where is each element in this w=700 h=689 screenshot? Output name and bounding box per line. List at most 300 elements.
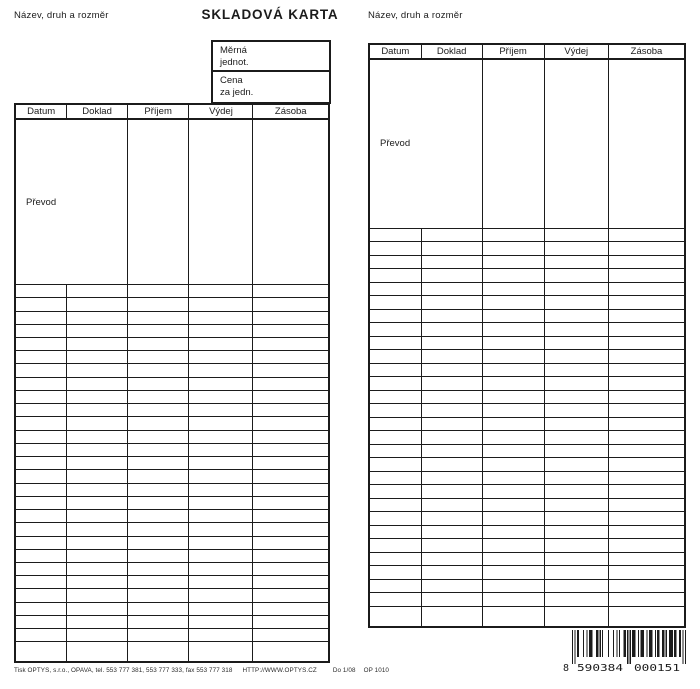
empty-cell [482, 390, 544, 404]
empty-cell [421, 363, 482, 377]
column-header-datum: Datum [369, 44, 421, 59]
unit-box [211, 40, 331, 104]
empty-cell [15, 351, 67, 364]
table-row [369, 404, 685, 418]
empty-cell [608, 417, 685, 431]
empty-cell [67, 470, 128, 483]
empty-cell [253, 377, 329, 390]
empty-cell [482, 525, 544, 539]
empty-cell [608, 593, 685, 607]
empty-cell [421, 417, 482, 431]
empty-cell [369, 282, 421, 296]
empty-cell [482, 255, 544, 269]
empty-cell [15, 285, 67, 298]
table-row [369, 228, 685, 242]
unit-box-row-merna-jednotka: Měrná jednot. [213, 42, 329, 72]
empty-cell [482, 431, 544, 445]
empty-cell [421, 296, 482, 310]
empty-cell [253, 510, 329, 523]
prevod-label: Převod [369, 59, 482, 228]
empty-cell [482, 485, 544, 499]
empty-cell [15, 510, 67, 523]
table-row [369, 269, 685, 283]
empty-cell [15, 311, 67, 324]
empty-cell [608, 59, 685, 228]
empty-cell [189, 417, 253, 430]
empty-cell [482, 350, 544, 364]
table-row [15, 311, 329, 324]
empty-cell [189, 470, 253, 483]
empty-cell [127, 523, 189, 536]
empty-cell [67, 483, 128, 496]
table-row [369, 377, 685, 391]
empty-cell [127, 615, 189, 628]
empty-cell [608, 390, 685, 404]
empty-cell [369, 579, 421, 593]
empty-cell [482, 498, 544, 512]
empty-cell [544, 377, 608, 391]
empty-cell [544, 458, 608, 472]
column-header-prijem: Příjem [482, 44, 544, 59]
empty-cell [189, 364, 253, 377]
empty-cell [127, 337, 189, 350]
table-row [369, 336, 685, 350]
empty-cell [421, 323, 482, 337]
empty-cell [482, 269, 544, 283]
empty-cell [253, 602, 329, 615]
table-row [15, 576, 329, 589]
empty-cell [369, 458, 421, 472]
empty-cell [15, 496, 67, 509]
empty-cell [189, 404, 253, 417]
empty-cell [253, 443, 329, 456]
table-row [15, 417, 329, 430]
empty-cell [421, 390, 482, 404]
empty-cell [369, 417, 421, 431]
empty-cell [189, 298, 253, 311]
empty-cell [67, 615, 128, 628]
empty-cell [482, 593, 544, 607]
empty-cell [67, 642, 128, 662]
empty-cell [189, 536, 253, 549]
empty-cell [189, 483, 253, 496]
empty-cell [253, 523, 329, 536]
empty-cell [421, 606, 482, 627]
empty-cell [482, 296, 544, 310]
empty-cell [421, 309, 482, 323]
empty-cell [421, 593, 482, 607]
table-row [369, 323, 685, 337]
empty-cell [544, 228, 608, 242]
empty-cell [608, 485, 685, 499]
empty-cell [67, 549, 128, 562]
table-row [369, 350, 685, 364]
empty-cell [482, 606, 544, 627]
prevod-row [369, 59, 685, 228]
empty-cell [127, 430, 189, 443]
empty-cell [482, 228, 544, 242]
table-row [15, 536, 329, 549]
empty-cell [253, 298, 329, 311]
empty-cell [189, 377, 253, 390]
empty-cell [369, 228, 421, 242]
empty-cell [253, 496, 329, 509]
empty-cell [127, 589, 189, 602]
empty-cell [127, 602, 189, 615]
empty-cell [608, 255, 685, 269]
table-row [369, 552, 685, 566]
table-row [369, 471, 685, 485]
empty-cell [15, 390, 67, 403]
empty-cell [67, 337, 128, 350]
empty-cell [127, 510, 189, 523]
empty-cell [369, 498, 421, 512]
empty-cell [15, 298, 67, 311]
empty-cell [253, 311, 329, 324]
empty-cell [189, 629, 253, 642]
empty-cell [608, 579, 685, 593]
empty-cell [189, 615, 253, 628]
table-row [15, 443, 329, 456]
empty-cell [67, 443, 128, 456]
printer-url: HTTP://WWW.OPTYS.CZ [242, 667, 317, 674]
empty-cell [482, 539, 544, 553]
table-row [369, 485, 685, 499]
empty-cell [253, 285, 329, 298]
empty-cell [544, 269, 608, 283]
empty-cell [15, 562, 67, 575]
empty-cell [482, 552, 544, 566]
empty-cell [67, 576, 128, 589]
empty-cell [369, 323, 421, 337]
empty-cell [544, 471, 608, 485]
empty-cell [482, 377, 544, 391]
empty-cell [482, 323, 544, 337]
empty-cell [15, 404, 67, 417]
empty-cell [189, 562, 253, 575]
empty-cell [482, 444, 544, 458]
table-row [369, 255, 685, 269]
page-title: SKLADOVÁ KARTA [201, 7, 339, 22]
empty-cell [369, 431, 421, 445]
empty-cell [15, 523, 67, 536]
unit-box-row-cena-za-jednotku: Cena za jedn. [220, 75, 254, 99]
table-row [15, 510, 329, 523]
empty-cell [421, 336, 482, 350]
empty-cell [421, 485, 482, 499]
empty-cell [15, 629, 67, 642]
table-row [369, 363, 685, 377]
empty-cell [15, 483, 67, 496]
empty-cell [67, 311, 128, 324]
empty-cell [15, 549, 67, 562]
table-row [369, 539, 685, 553]
empty-cell [67, 562, 128, 575]
empty-cell [608, 431, 685, 445]
empty-cell [67, 510, 128, 523]
empty-cell [189, 457, 253, 470]
empty-cell [127, 285, 189, 298]
empty-cell [544, 498, 608, 512]
empty-cell [15, 536, 67, 549]
column-header-doklad: Doklad [421, 44, 482, 59]
empty-cell [253, 337, 329, 350]
empty-cell [421, 539, 482, 553]
column-header-zasoba: Zásoba [253, 104, 329, 119]
column-header-vydej: Výdej [544, 44, 608, 59]
column-header-doklad: Doklad [67, 104, 128, 119]
empty-cell [15, 337, 67, 350]
empty-cell [189, 390, 253, 403]
empty-cell [608, 242, 685, 256]
empty-cell [608, 498, 685, 512]
empty-cell [127, 549, 189, 562]
empty-cell [544, 512, 608, 526]
empty-cell [127, 483, 189, 496]
empty-cell [189, 324, 253, 337]
table-row [369, 498, 685, 512]
empty-cell [253, 562, 329, 575]
empty-cell [369, 552, 421, 566]
empty-cell [67, 364, 128, 377]
table-row [369, 444, 685, 458]
table-row [369, 431, 685, 445]
empty-cell [127, 576, 189, 589]
empty-cell [421, 255, 482, 269]
table-row [369, 606, 685, 627]
empty-cell [253, 351, 329, 364]
empty-cell [482, 417, 544, 431]
empty-cell [482, 404, 544, 418]
empty-cell [67, 589, 128, 602]
empty-cell [421, 228, 482, 242]
empty-cell [127, 119, 189, 285]
empty-cell [608, 471, 685, 485]
empty-cell [608, 525, 685, 539]
empty-cell [15, 443, 67, 456]
empty-cell [253, 615, 329, 628]
printer-info: Tisk OPTYS, s.r.o., OPAVA, tel. 553 777 381, 553 777 333, fax 553 777 318 [14, 667, 233, 674]
empty-cell [189, 337, 253, 350]
empty-cell [544, 296, 608, 310]
empty-cell [608, 282, 685, 296]
empty-cell [127, 496, 189, 509]
left-name-label: Název, druh a rozměr [14, 10, 109, 21]
empty-cell [127, 377, 189, 390]
empty-cell [544, 404, 608, 418]
empty-cell [15, 457, 67, 470]
empty-cell [421, 579, 482, 593]
empty-cell [421, 525, 482, 539]
empty-cell [369, 255, 421, 269]
empty-cell [127, 443, 189, 456]
empty-cell [253, 430, 329, 443]
empty-cell [67, 457, 128, 470]
table-row [15, 496, 329, 509]
empty-cell [369, 269, 421, 283]
table-row [15, 629, 329, 642]
empty-cell [67, 285, 128, 298]
prevod-row [15, 119, 329, 285]
empty-cell [544, 539, 608, 553]
column-header-datum: Datum [15, 104, 67, 119]
empty-cell [189, 351, 253, 364]
barcode-digits: 000151 [634, 663, 680, 674]
empty-cell [127, 562, 189, 575]
empty-cell [369, 566, 421, 580]
empty-cell [369, 512, 421, 526]
empty-cell [608, 363, 685, 377]
table-row [369, 579, 685, 593]
empty-cell [189, 602, 253, 615]
empty-cell [421, 242, 482, 256]
barcode-digits: 8 [563, 663, 570, 674]
empty-cell [544, 59, 608, 228]
empty-cell [369, 593, 421, 607]
empty-cell [608, 552, 685, 566]
empty-cell [369, 485, 421, 499]
empty-cell [189, 549, 253, 562]
empty-cell [253, 576, 329, 589]
column-header-prijem: Příjem [127, 104, 189, 119]
table-row [15, 390, 329, 403]
table-row [15, 642, 329, 662]
empty-cell [608, 404, 685, 418]
empty-cell [421, 431, 482, 445]
table-row [15, 589, 329, 602]
empty-cell [15, 324, 67, 337]
empty-cell [608, 566, 685, 580]
empty-cell [15, 602, 67, 615]
table-row [369, 525, 685, 539]
table-row [369, 282, 685, 296]
empty-cell [421, 471, 482, 485]
empty-cell [369, 296, 421, 310]
empty-cell [15, 615, 67, 628]
empty-cell [369, 242, 421, 256]
empty-cell [421, 444, 482, 458]
empty-cell [608, 512, 685, 526]
empty-cell [189, 642, 253, 662]
table-row [15, 457, 329, 470]
empty-cell [127, 417, 189, 430]
empty-cell [482, 336, 544, 350]
empty-cell [608, 228, 685, 242]
empty-cell [482, 566, 544, 580]
empty-cell [253, 629, 329, 642]
empty-cell [67, 377, 128, 390]
empty-cell [482, 242, 544, 256]
empty-cell [421, 458, 482, 472]
table-row [15, 377, 329, 390]
ean13-barcode [563, 630, 689, 674]
table-row [15, 602, 329, 615]
empty-cell [127, 311, 189, 324]
table-row [369, 566, 685, 580]
table-row [15, 351, 329, 364]
empty-cell [608, 444, 685, 458]
empty-cell [544, 336, 608, 350]
empty-cell [544, 242, 608, 256]
table-row [15, 430, 329, 443]
empty-cell [421, 282, 482, 296]
empty-cell [482, 309, 544, 323]
empty-cell [421, 377, 482, 391]
table-row [15, 285, 329, 298]
empty-cell [253, 549, 329, 562]
empty-cell [482, 59, 544, 228]
empty-cell [127, 470, 189, 483]
empty-cell [127, 324, 189, 337]
empty-cell [15, 377, 67, 390]
empty-cell [67, 536, 128, 549]
empty-cell [253, 536, 329, 549]
empty-cell [15, 417, 67, 430]
empty-cell [421, 269, 482, 283]
empty-cell [369, 539, 421, 553]
form-number: OP 1010 [363, 667, 390, 674]
empty-cell [544, 255, 608, 269]
empty-cell [482, 471, 544, 485]
empty-cell [421, 498, 482, 512]
empty-cell [421, 552, 482, 566]
empty-cell [189, 443, 253, 456]
table-row [369, 309, 685, 323]
empty-cell [253, 642, 329, 662]
empty-cell [189, 510, 253, 523]
empty-cell [127, 364, 189, 377]
empty-cell [482, 512, 544, 526]
empty-cell [253, 119, 329, 285]
empty-cell [253, 457, 329, 470]
empty-cell [421, 566, 482, 580]
right-name-label: Název, druh a rozměr [368, 10, 463, 21]
empty-cell [15, 430, 67, 443]
empty-cell [127, 351, 189, 364]
header-row [15, 104, 329, 119]
empty-cell [369, 606, 421, 627]
empty-cell [67, 298, 128, 311]
empty-cell [369, 525, 421, 539]
table-row [15, 615, 329, 628]
empty-cell [421, 404, 482, 418]
empty-cell [189, 576, 253, 589]
empty-cell [67, 351, 128, 364]
empty-cell [608, 377, 685, 391]
empty-cell [482, 458, 544, 472]
empty-cell [67, 417, 128, 430]
table-row [369, 296, 685, 310]
table-row [15, 483, 329, 496]
empty-cell [608, 606, 685, 627]
empty-cell [15, 470, 67, 483]
table-row [15, 523, 329, 536]
table-row [15, 337, 329, 350]
empty-cell [253, 470, 329, 483]
empty-cell [608, 323, 685, 337]
empty-cell [482, 579, 544, 593]
empty-cell [253, 404, 329, 417]
empty-cell [67, 324, 128, 337]
empty-cell [608, 309, 685, 323]
empty-cell [544, 323, 608, 337]
empty-cell [544, 431, 608, 445]
empty-cell [189, 119, 253, 285]
table-row [369, 242, 685, 256]
empty-cell [544, 363, 608, 377]
empty-cell [544, 282, 608, 296]
empty-cell [369, 350, 421, 364]
